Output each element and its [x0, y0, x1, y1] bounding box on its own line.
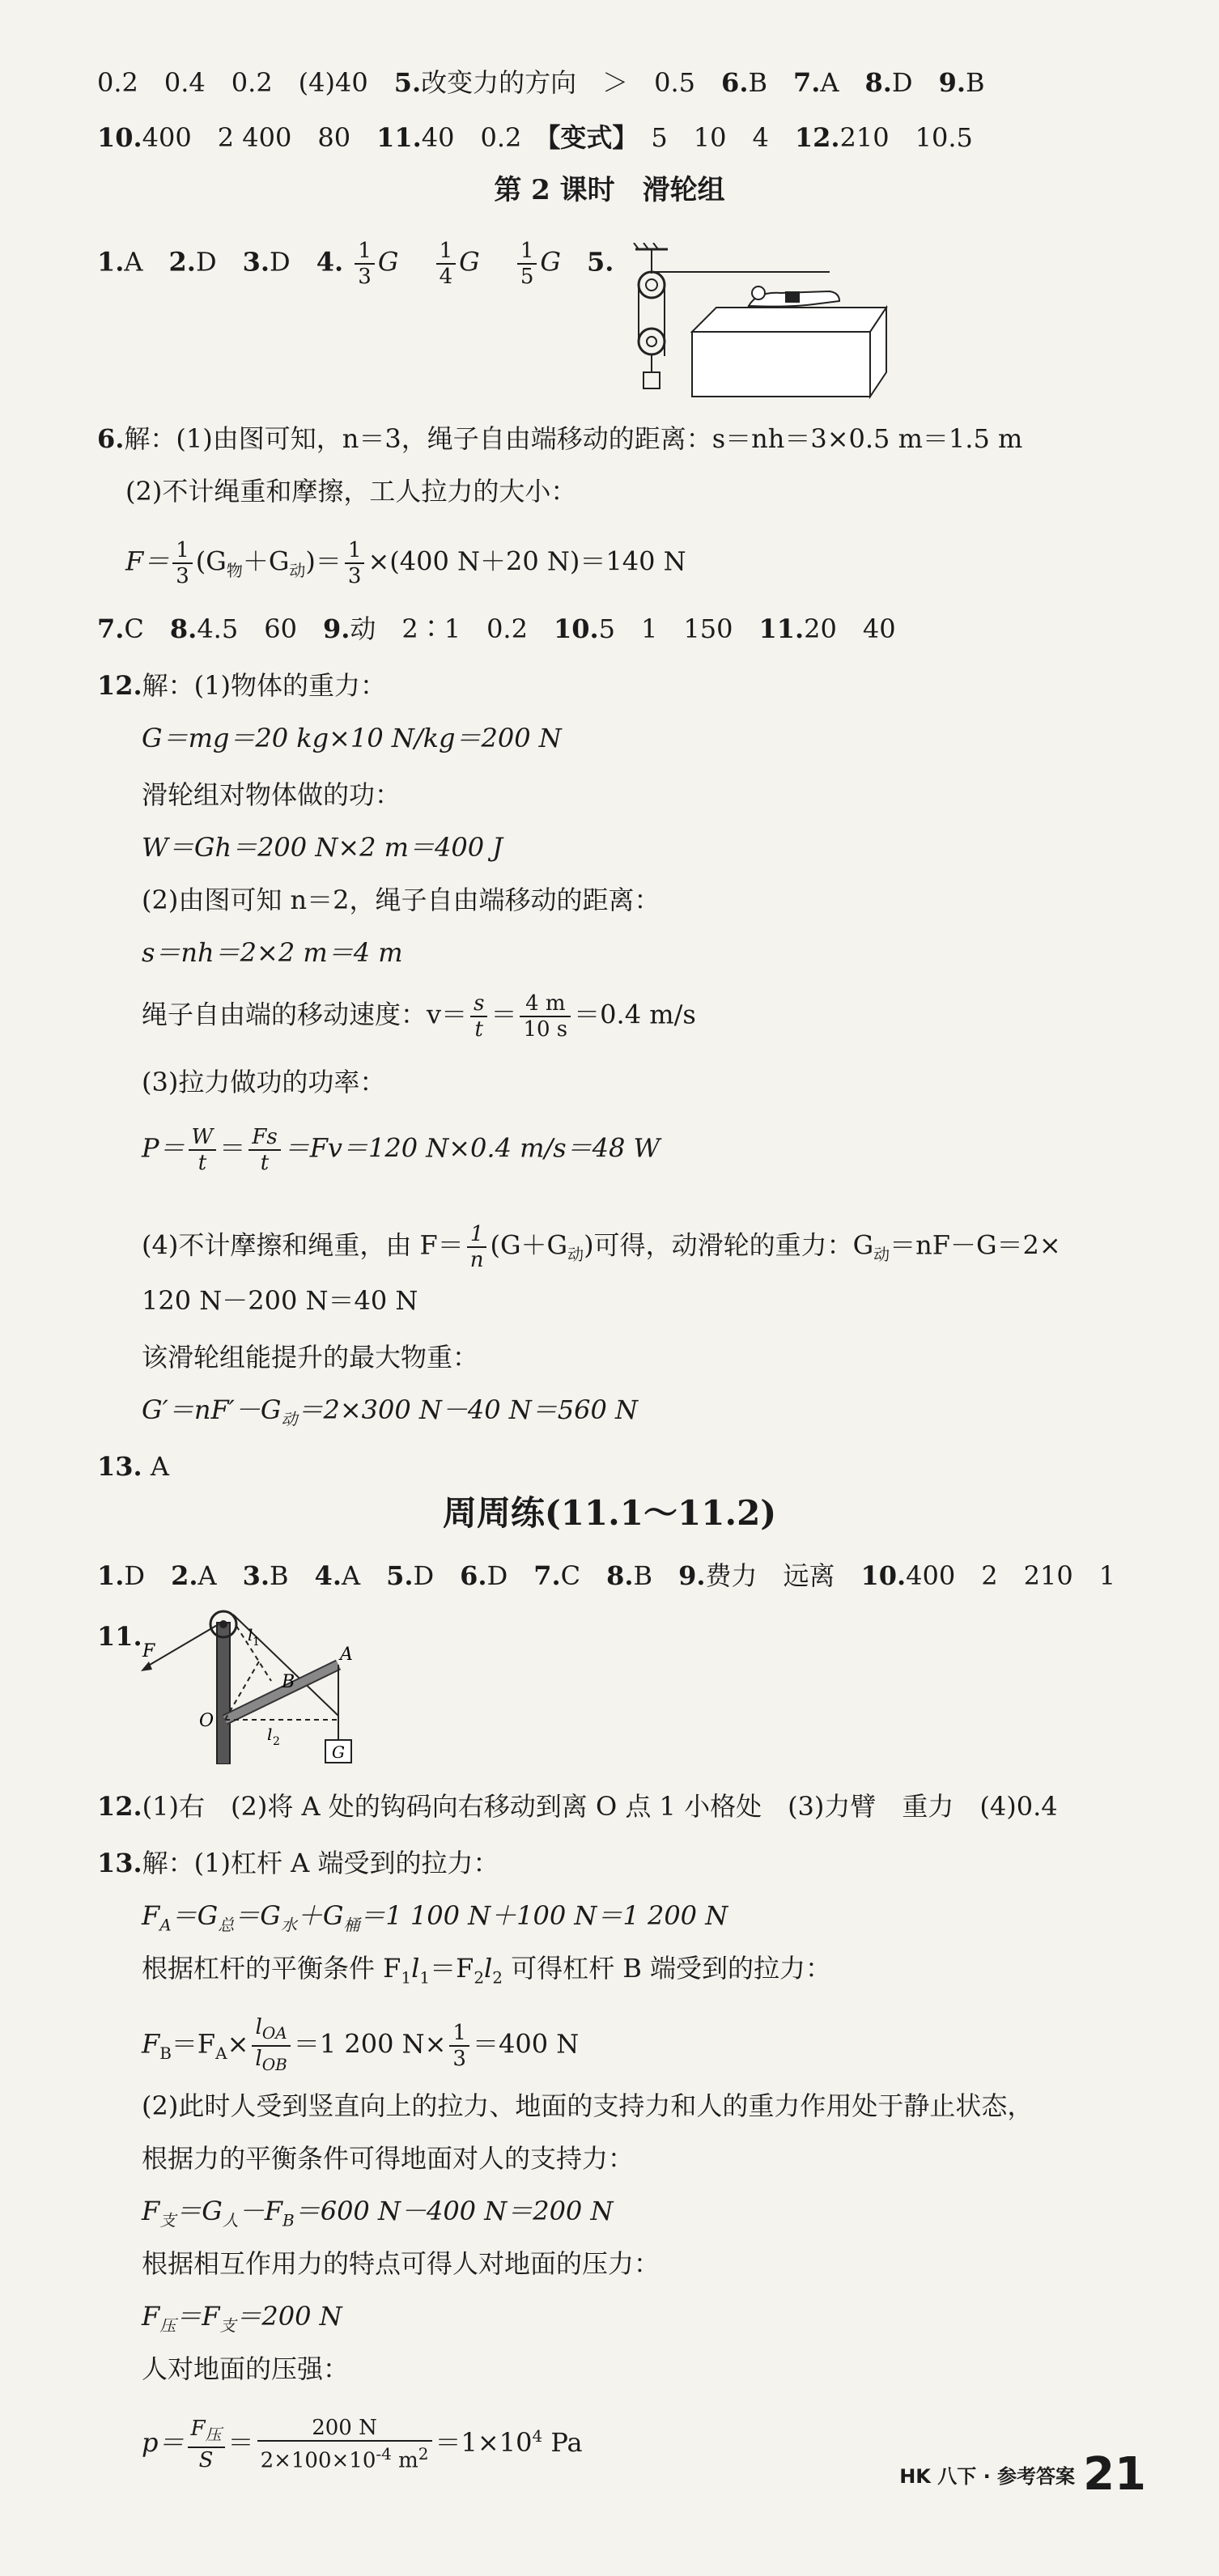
label-l1: l	[248, 1625, 253, 1644]
weekly-answer-13-support: $F_支=G_人-F_B=600$ N－400 N＝200 N	[142, 2196, 614, 2230]
weekly-answer-12: 12.(1)右 (2)将 A 处的钩码向右移动到离 O 点 1 小格处 (3)力臂 重力 (4)0.4	[97, 1791, 1058, 1822]
answer-12-work: W＝Gh＝200 N×2 m＝400 J	[142, 832, 503, 863]
section-title-weekly: 周周练(11.1～11.2)	[442, 1493, 777, 1533]
fraction: $\frac{s}{t}$	[470, 991, 487, 1042]
page-footer	[899, 2448, 1146, 2501]
answer-13: 13. A	[97, 1451, 169, 1482]
fraction: $\frac{1}{5}$	[517, 239, 537, 289]
answer-6-formula: F＝ $\frac{1}{3}$ $(G_物+G_动)=$ $\frac{1}{3}$ ×(400 N＋20 N)＝140 N	[125, 538, 686, 588]
label-l2-sub: 2	[273, 1735, 280, 1748]
label-a: A	[340, 1644, 353, 1665]
answer-6-line-2: (2)不计绳重和摩擦，工人拉力的大小：	[125, 476, 577, 507]
answer-12-distance: s＝nh＝2×2 m＝4 m	[142, 937, 403, 968]
label-f: F	[142, 1641, 155, 1661]
answer-6-line-1: 6.解：(1)由图可知，n＝3，绳子自由端移动的距离：s＝nh＝3×0.5 m＝1.5 m	[97, 423, 1023, 454]
fraction: $\frac{1}{3}$	[355, 239, 375, 289]
weekly-answer-13-title: 13.解：(1)杠杆 A 端受到的拉力：	[97, 1848, 499, 1878]
fraction: $\frac{Fs}{t}$	[248, 1125, 280, 1175]
answer-12-part2: (2)由图可知 n＝2，绳子自由端移动的距离：	[142, 885, 660, 915]
answer-row-3: 1.A 2.D 3.D 4. $\frac{1}{3}$ G $\frac{1}{4}$ G $\frac{1}{5}$ G 5.	[97, 239, 614, 289]
weekly-answer-13-pressure-force: $F_压=F_支=200$ N	[142, 2301, 342, 2336]
fraction: $\frac{4 m}{10 s}$	[520, 991, 571, 1042]
fraction: $\frac{1}{3}$	[172, 538, 193, 588]
weekly-answer-13-pressure-intro: 人对地面的压强：	[142, 2353, 350, 2384]
label-o: O	[199, 1711, 214, 1731]
fraction: $\frac{W}{t}$	[189, 1125, 217, 1175]
label-b: B	[282, 1672, 295, 1692]
fraction: $\frac{F_压}{S}$	[188, 2417, 225, 2472]
fraction: $\frac{1}{n}$	[467, 1222, 487, 1272]
fraction: $\frac{l_{OA}}{l_{OB}}$	[252, 2015, 290, 2077]
weekly-answer-13-pressure-text: 根据相互作用力的特点可得人对地面的压力：	[142, 2248, 660, 2279]
fraction: $\frac{1}{3}$	[449, 2021, 469, 2071]
weekly-answer-11-number: 11.	[97, 1621, 142, 1652]
answer-12-gravity: G＝mg＝20 kg×10 N/kg＝200 N	[142, 723, 562, 753]
weekly-answer-13-pressure: p＝ $\frac{F_压}{S}$ ＝ $\frac{200 N}{2\times 100\times 10^{-4} m^2}$ $=1\times 10^4$ Pa	[142, 2416, 583, 2473]
lever-figure	[138, 1606, 397, 1764]
answer-12-text-work: 滑轮组对物体做的功：	[142, 779, 401, 810]
weekly-answer-13-balance: 根据杠杆的平衡条件 $F_1l_1=F_2l_2$ 可得杠杆 B 端受到的拉力：	[142, 1953, 832, 1988]
answer-12-part4: (4)不计摩擦和绳重，由 F＝ $\frac{1}{n}$ $(G+G_动)$可得，动滑轮的重力：$G_动=nF-G=2\times$	[142, 1222, 1061, 1272]
pulley-block-figure	[627, 243, 919, 405]
fraction: $\frac{1}{3}$	[345, 538, 365, 588]
fraction: $\frac{1}{4}$	[436, 239, 457, 289]
answer-12-part3: (3)拉力做功的功率：	[142, 1067, 386, 1097]
answer-12-max-weight: $G'=nF'-G_动=2\times 300$ N－40 N＝560 N	[142, 1394, 639, 1429]
weekly-answer-13-force-a: $F_A=G_总=G_水+G_桶=1$ 100 N＋100 N＝1 200 N	[142, 1900, 728, 1935]
answer-row-7: 7.C 8.4.5 60 9.动 2∶1 0.2 10.5 1 150 11.20 40	[97, 613, 896, 644]
answer-row-2: 10.400 2 400 80 11.40 0.2 【变式】 5 10 4 12.210 10.5	[97, 122, 973, 153]
weekly-answer-row-1: 1.D 2.A 3.B 4.A 5.D 6.D 7.C 8.B 9.费力 远离 10.400 2 210 1	[97, 1560, 1116, 1591]
label-l1-sub: 1	[253, 1636, 260, 1649]
answer-12-part4-cont: 120 N－200 N＝40 N	[142, 1285, 418, 1316]
weekly-answer-13-support-text: 根据力的平衡条件可得地面对人的支持力：	[142, 2143, 635, 2174]
answer-12-max-text: 该滑轮组能提升的最大物重：	[142, 1342, 479, 1373]
section-title-lesson-2: 第 2 课时 滑轮组	[494, 174, 725, 206]
label-l2: l	[267, 1725, 273, 1744]
fraction: $\frac{200 N}{2\times 100\times 10^{-4} m^2}$	[257, 2416, 432, 2473]
weekly-answer-13-part2: (2)此时人受到竖直向上的拉力、地面的支持力和人的重力作用处于静止状态，	[142, 2090, 1034, 2121]
page-number: 21	[1083, 2448, 1146, 2501]
answer-12-power: P＝ $\frac{W}{t}$ ＝ $\frac{Fs}{t}$ ＝Fv＝120 N×0.4 m/s＝48 W	[142, 1125, 660, 1175]
weekly-answer-13-force-b: $F_B=F_A\times$ $\frac{l_{OA}}{l_{OB}}$ ＝1 200 N× $\frac{1}{3}$ ＝400 N	[142, 2015, 579, 2077]
answer-12-title: 12.解：(1)物体的重力：	[97, 670, 387, 701]
label-g: G	[332, 1742, 345, 1762]
answer-row-1: 0.2 0.4 0.2 (4)40 5.改变力的方向 ＞ 0.5 6.B 7.A 8.D 9.B	[97, 67, 985, 98]
footer-label: HK 八下 · 参考答案	[899, 2465, 1076, 2488]
answer-12-speed: 绳子自由端的移动速度：v＝ $\frac{s}{t}$ ＝ $\frac{4 m}{10 s}$ ＝0.4 m/s	[142, 991, 696, 1042]
